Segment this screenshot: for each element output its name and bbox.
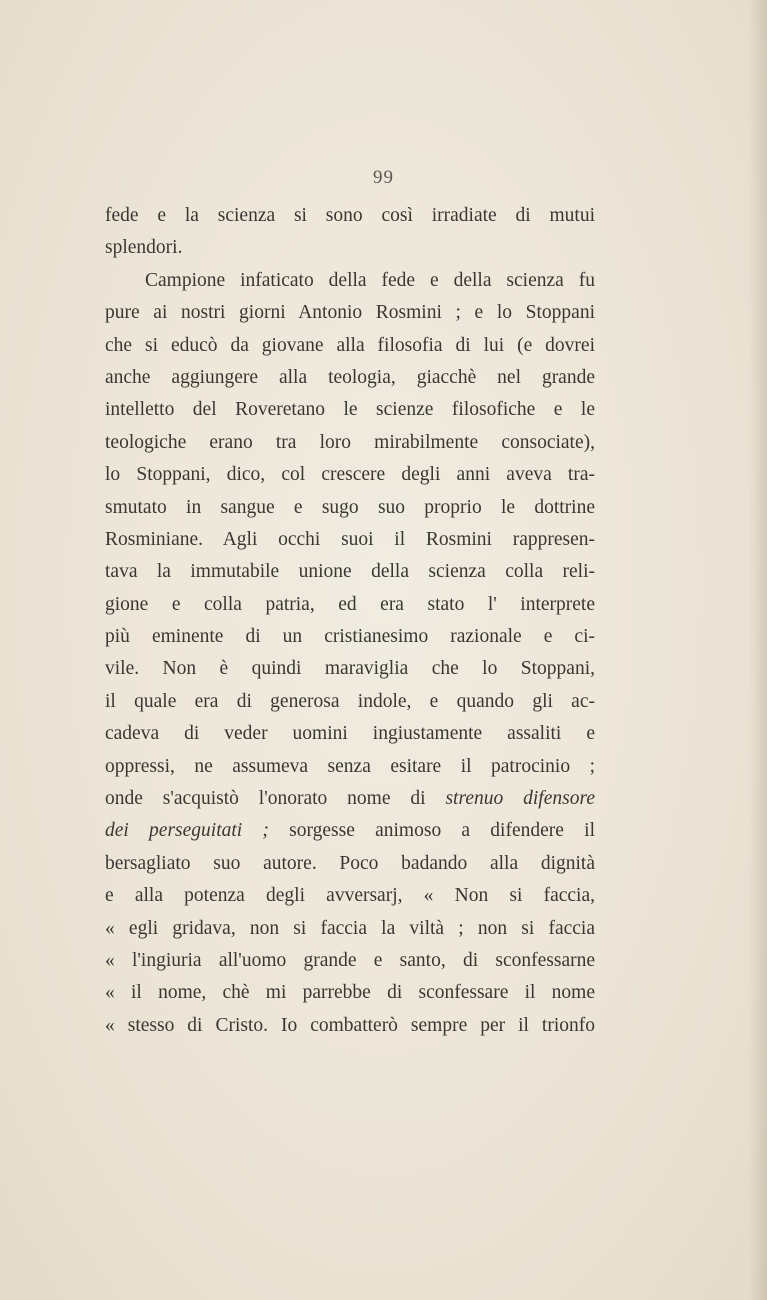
text-line: gione e colla patria, ed era stato l' interprete [105,593,595,615]
page-edge-shadow [749,0,767,1300]
text-line: pure ai nostri giorni Antonio Rosmini ; e lo Stoppani [105,302,595,324]
italic-text-run: dei perseguitati ; [105,820,269,842]
text-line: più eminente di un cristianesimo razionale e ci- [105,626,595,648]
text-line: teologiche erano tra loro mirabilmente consociate), [105,431,595,453]
text-line: cadeva di veder uomini ingiustamente assaliti e [105,723,595,745]
text-line: che si educò da giovane alla filosofia di lui (e dovrei [105,334,595,356]
italic-text-run: strenuo difensore [445,788,595,810]
text-line: intelletto del Roveretano le scienze filosofiche e le [105,399,595,421]
text-run: sorgesse animoso a difendere il [268,820,595,842]
text-line: anche aggiungere alla teologia, giacchè nel grande [105,366,595,388]
text-line: lo Stoppani, dico, col crescere degli anni aveva tra- [105,464,595,486]
text-line: smutato in sangue e sugo suo proprio le dottrine [105,496,595,518]
page-number: 99 [373,167,394,188]
text-line: « il nome, chè mi parrebbe di sconfessare il nome [105,982,595,1004]
text-line [105,815,595,847]
text-line: tava la immutabile unione della scienza colla reli- [105,561,595,583]
text-line: fede e la scienza si sono così irradiate di mutui [105,205,595,226]
text-line: « egli gridava, non si faccia la viltà ; non si faccia [105,917,595,939]
text-line: « stesso di Cristo. Io combatterò sempre per il trionfo [105,1014,595,1036]
text-line: Rosminiane. Agli occhi suoi il Rosmini rappresen- [105,528,595,550]
text-line: bersagliato suo autore. Poco badando alla dignità [105,852,595,874]
text-line [105,783,595,815]
body-text [105,200,595,1042]
text-line: e alla potenza degli avversarj, « Non si faccia, [105,885,595,907]
text-line: il quale era di generosa indole, e quando gli ac- [105,690,595,712]
text-line: Campione infaticato della fede e della scienza fu [145,269,595,291]
text-line: oppressi, ne assumeva senza esitare il patrocinio ; [105,755,595,777]
text-run: onde s'acquistò l'onorato nome di [105,788,446,810]
text-line: splendori. [105,237,183,259]
text-line: « l'ingiuria all'uomo grande e santo, di sconfessarne [105,949,595,971]
text-line: vile. Non è quindi maraviglia che lo Stoppani, [105,658,595,680]
